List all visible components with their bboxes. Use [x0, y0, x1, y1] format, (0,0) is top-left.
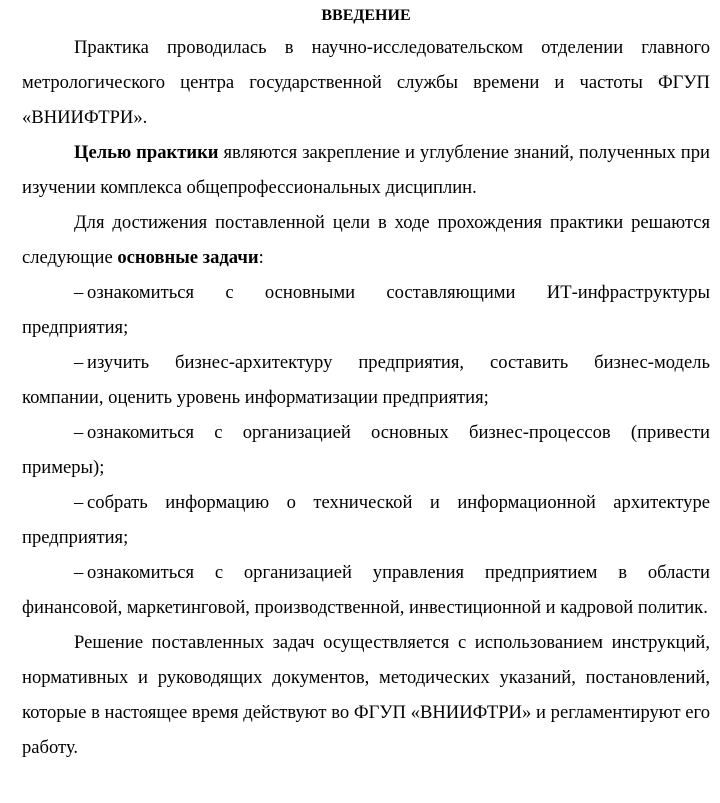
paragraph-intro: Практика проводилась в научно-исследовательском отделении главного метрологического центра государственной службы времени и частоты ФГУП «ВНИИФТРИ». — [22, 37, 710, 128]
paragraph-tasks-intro — [22, 205, 710, 275]
tasks-label: основные задачи — [117, 247, 259, 268]
task-item: – ознакомиться с организацией управления предприятием в области финансовой, маркетинговой, производственной, инвестиционной и кадровой политик. — [22, 562, 710, 618]
goal-label: Целью практики — [74, 142, 219, 163]
task-item: – ознакомиться с организацией основных бизнес-процессов (привести примеры); — [22, 422, 710, 478]
tasks-intro-colon: : — [258, 247, 264, 268]
paragraph-conclusion: Решение поставленных задач осуществляется с использованием инструкций, нормативных и руководящих документов, методических указаний, постановлений, которые в настоящее время действуют во ФГУП «ВНИИФТРИ» и регламентируют его работу. — [22, 632, 710, 758]
task-item: – изучить бизнес-архитектуру предприятия, составить бизнес-модель компании, оценить уровень информатизации предприятия; — [22, 352, 710, 408]
document-title: ВВЕДЕНИЕ — [321, 7, 411, 24]
goal-text: являются закрепление и углубление знаний, полученных при изучении комплекса общепрофессиональных дисциплин. — [22, 142, 710, 198]
tasks-intro-text: Для достижения поставленной цели в ходе прохождения практики решаются следующие — [22, 212, 710, 268]
task-item: – ознакомиться с основными составляющими ИТ-инфраструктуры предприятия; — [22, 282, 710, 338]
paragraph-goal — [22, 135, 710, 205]
task-item: – собрать информацию о технической и информационной архитектуре предприятия; — [22, 492, 710, 548]
